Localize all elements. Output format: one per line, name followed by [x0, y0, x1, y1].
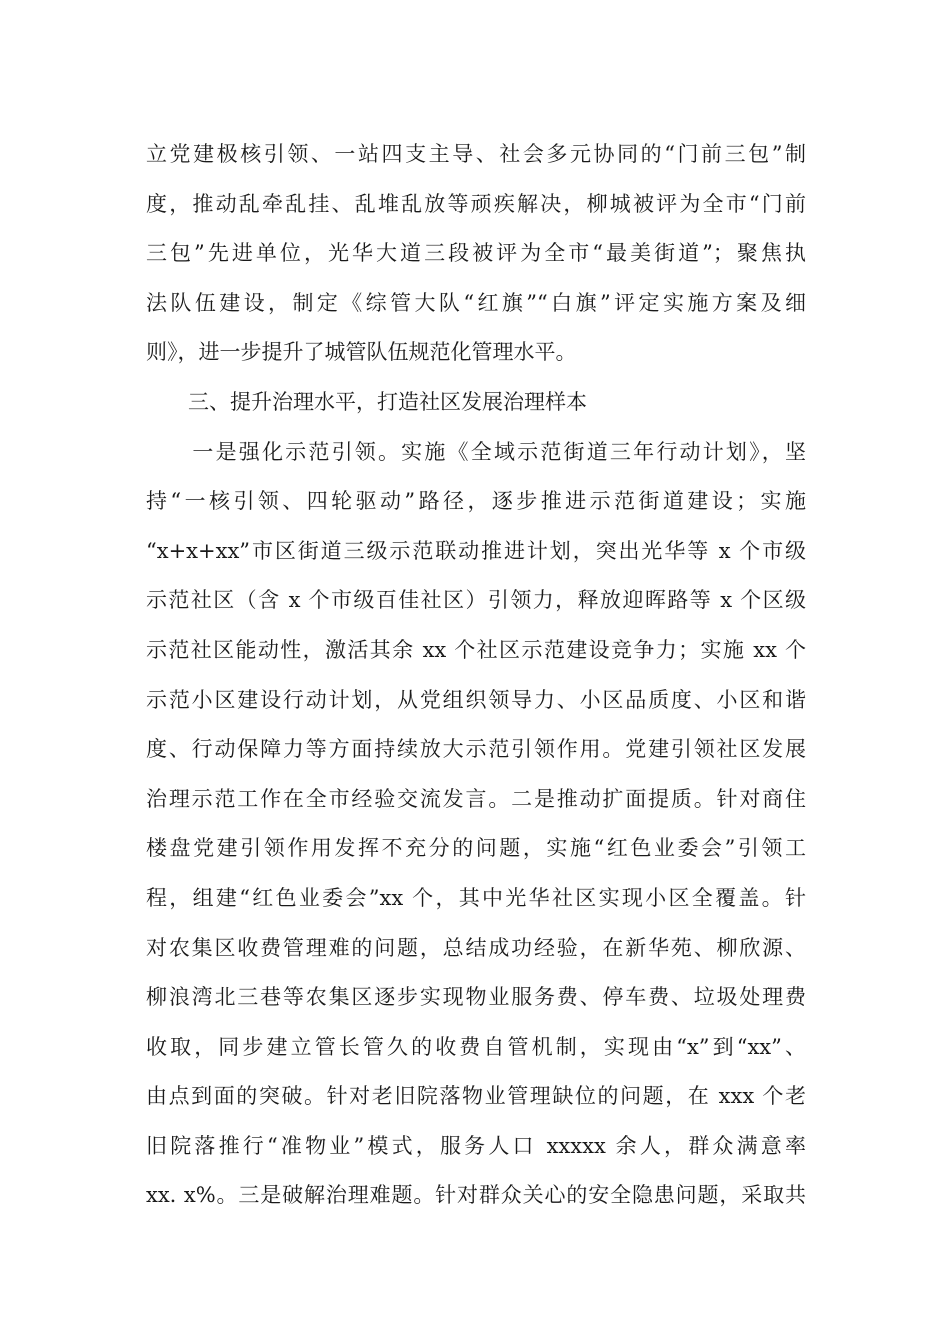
document-line: 三、提升治理水平，打造社区发展治理样本 — [146, 389, 587, 414]
document-line: xx. x%。三是破解治理难题。针对群众关心的安全隐患问题，采取共 — [146, 1183, 806, 1208]
document-body — [146, 130, 806, 1221]
document-line: 程，组建“红色业委会”xx 个，其中光华社区实现小区全覆盖。针 — [146, 885, 806, 910]
document-line: 三包”先进单位，光华大道三段被评为全市“最美街道”；聚焦执 — [146, 241, 806, 266]
document-line: 示范小区建设行动计划，从党组织领导力、小区品质度、小区和谐 — [146, 687, 806, 712]
document-line: 示范社区能动性，激活其余 xx 个社区示范建设竞争力；实施 xx 个 — [146, 637, 806, 662]
document-line: 治理示范工作在全市经验交流发言。二是推动扩面提质。针对商住 — [146, 786, 806, 811]
document-line: 度、行动保障力等方面持续放大示范引领作用。党建引领社区发展 — [146, 737, 806, 762]
document-line: 收取，同步建立管长管久的收费自管机制，实现由“x”到“xx”、 — [146, 1034, 806, 1059]
document-line: 楼盘党建引领作用发挥不充分的问题，实施“红色业委会”引领工 — [146, 836, 806, 861]
document-line: 一是强化示范引领。实施《全域示范街道三年行动计划》，坚 — [146, 439, 806, 464]
document-line: 法队伍建设，制定《综管大队“红旗”“白旗”评定实施方案及细 — [146, 290, 806, 315]
document-line: 柳浪湾北三巷等农集区逐步实现物业服务费、停车费、垃圾处理费 — [146, 985, 806, 1010]
document-line: 旧院落推行“准物业”模式，服务人口 xxxxx 余人，群众满意率 — [146, 1133, 806, 1158]
document-line: 度，推动乱牵乱挂、乱堆乱放等顽疾解决，柳城被评为全市“门前 — [146, 191, 806, 216]
document-line: “x+x+xx”市区街道三级示范联动推进计划，突出光华等 x 个市级 — [146, 538, 806, 563]
document-line: 则》，进一步提升了城管队伍规范化管理水平。 — [146, 340, 577, 365]
document-line: 示范社区（含 x 个市级百佳社区）引领力，释放迎晖路等 x 个区级 — [146, 588, 806, 613]
document-line: 持“一核引领、四轮驱动”路径，逐步推进示范街道建设；实施 — [146, 489, 806, 514]
document-line: 立党建极核引领、一站四支主导、社会多元协同的“门前三包”制 — [146, 142, 806, 166]
document-line: 对农集区收费管理难的问题，总结成功经验，在新华苑、柳欣源、 — [146, 935, 806, 960]
document-line: 由点到面的突破。针对老旧院落物业管理缺位的问题，在 xxx 个老 — [146, 1084, 806, 1109]
